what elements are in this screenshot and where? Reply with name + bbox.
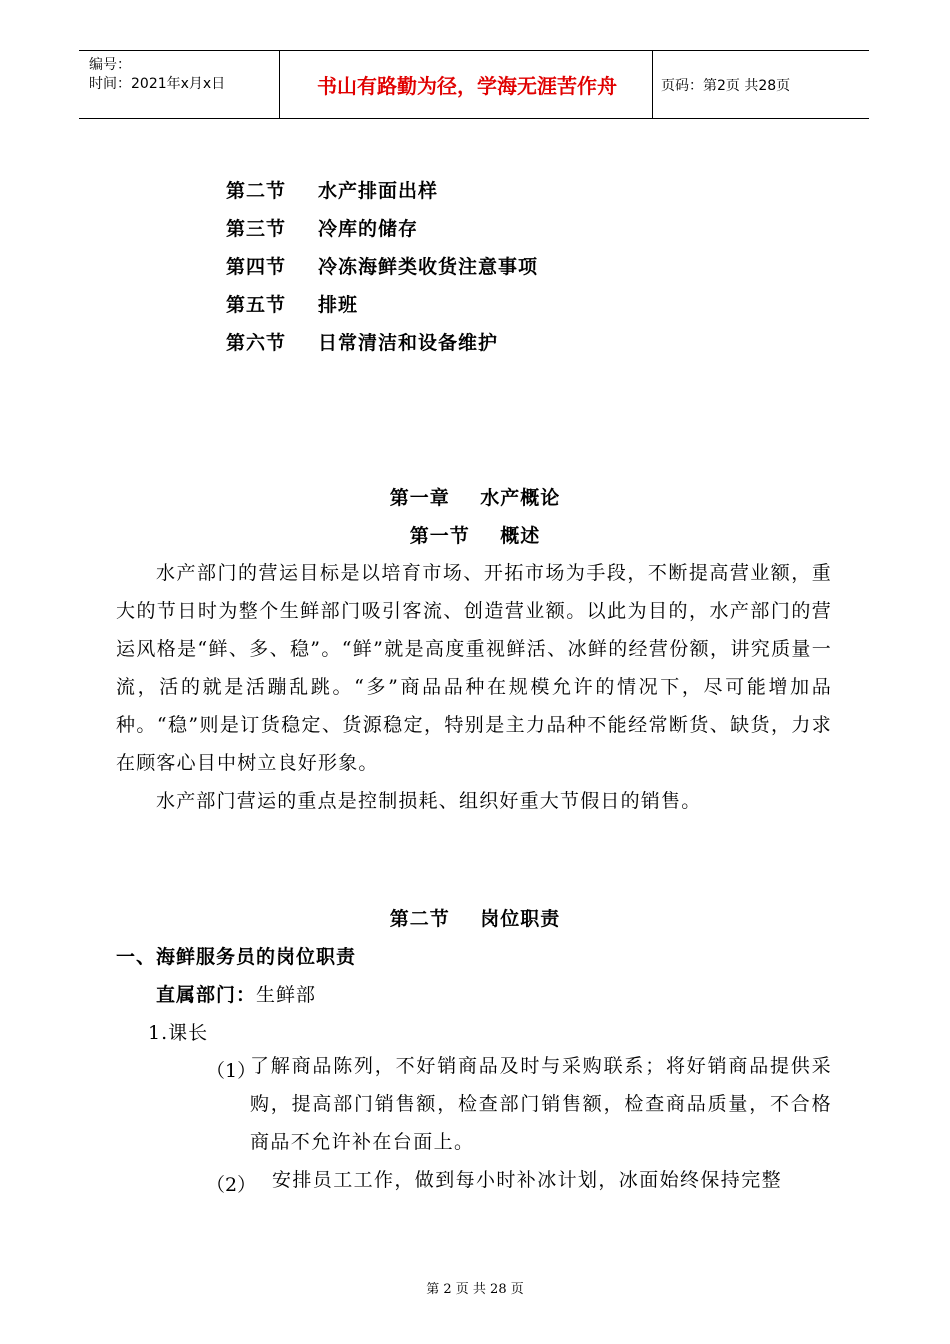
- header-motto: 书山有路勤为径，学海无涯苦作舟: [317, 74, 617, 98]
- toc-item-number: 第五节: [226, 294, 287, 316]
- toc-item-title: 水产排面出样: [318, 180, 439, 202]
- item-text: 了解商品陈列，不好销商品及时与采购联系；将好销商品提供采购，提高部门销售额，检查部门销售额，检查商品质量，不合格商品不允许补在台面上。: [250, 1055, 832, 1153]
- page-header: [79, 50, 869, 119]
- toc-item: [226, 328, 538, 366]
- item-text: 安排员工工作，做到每小时补冰计划，冰面始终保持完整: [272, 1169, 783, 1191]
- toc-item-title: 排班: [318, 294, 359, 316]
- overview-paragraph: 水产部门的营运目标是以培育市场、开拓市场为手段，不断提高营业额，重大的节日时为整个生鲜部门吸引客流、创造营业额。以此为目的，水产部门的营运风格是“鲜、多、稳”。“鲜”就是高度重视鲜活、冰鲜的经营份额，讲究质量一流，活的就是活蹦乱跳。“多”商品品种在规模允许的情况下，尽可能增加品种。“稳”则是订货稳定、货源稳定，特别是主力品种不能经常断货、缺货，力求在顾客心目中树立良好形象。: [116, 562, 832, 774]
- toc-item-number: 第四节: [226, 256, 287, 278]
- page-footer: 第 2 页 共 28 页: [426, 1282, 524, 1297]
- toc-item-number: 第六节: [226, 332, 287, 354]
- department-label: 直属部门：: [156, 984, 257, 1006]
- header-divider: [279, 51, 280, 118]
- header-meta: [89, 56, 225, 94]
- toc-item-title: 冷冻海鲜类收货注意事项: [318, 256, 539, 278]
- subsection-label: 1.课长: [148, 1022, 209, 1044]
- doc-number-label: 编号：: [89, 57, 131, 73]
- toc-item-title: 日常清洁和设备维护: [318, 332, 499, 354]
- header-page-info: 页码：第2页 共28页: [661, 77, 791, 94]
- toc-item: [226, 176, 538, 214]
- toc-item-number: 第二节: [226, 180, 287, 202]
- chapter-title: 第一章 水产概论: [389, 487, 561, 509]
- section-title: 第二节 岗位职责: [389, 908, 561, 930]
- toc-item-number: 第三节: [226, 218, 287, 240]
- toc-item: [226, 290, 538, 328]
- department-value: 生鲜部: [256, 984, 317, 1006]
- toc-item: [226, 214, 538, 252]
- header-divider: [652, 51, 653, 118]
- section-title: 第一节 概述: [409, 525, 541, 547]
- table-of-contents: [226, 176, 538, 366]
- date-label: 时间：2021年x月x日: [89, 76, 226, 92]
- item-number: （2）: [206, 1174, 257, 1196]
- focus-paragraph: 水产部门营运的重点是控制损耗、组织好重大节假日的销售。: [156, 790, 702, 812]
- duty-heading: 一、海鲜服务员的岗位职责: [116, 946, 357, 968]
- toc-item-title: 冷库的储存: [318, 218, 419, 240]
- department-line: [156, 980, 316, 1007]
- item-number: （1）: [206, 1060, 257, 1082]
- toc-item: [226, 252, 538, 290]
